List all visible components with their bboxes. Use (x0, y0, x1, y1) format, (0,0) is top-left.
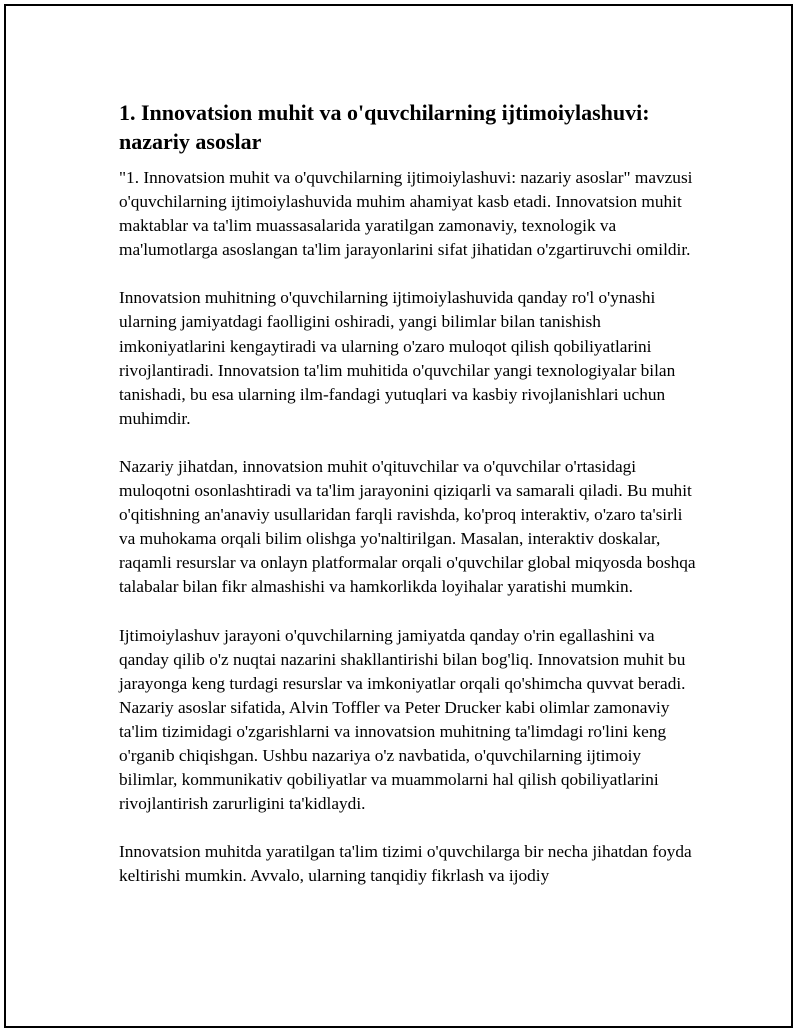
page-frame (4, 4, 793, 1028)
section-heading: 1. Innovatsion muhit va o'quvchilarning ijtimoiylashuvi: nazariy asoslar (119, 100, 650, 154)
paragraph: Innovatsion muhitning o'quvchilarning ijtimoiylashuvida qanday ro'l o'ynashi ularning jamiyatdagi faolligini oshiradi, yangi bilimlar bilan tanishish imkoniyatlarini kengaytiradi va ularning o'zaro muloqot qilish qobiliyatlarini rivojlantiradi. Innovatsion ta'lim muhitida o'quvchilar yangi texnologiyalar bilan tanishadi, bu esa ularning ilm-fandagi yutuqlari va kasbiy rivojlanishlari uchun muhimdir. (119, 288, 676, 428)
paragraph: "1. Innovatsion muhit va o'quvchilarning ijtimoiylashuvi: nazariy asoslar" mavzusi o'quvchilarning ijtimoiylashuvida muhim ahamiyat kasb etadi. Innovatsion muhit maktablar va ta'lim muassasalarida yaratilgan zamonaviy, texnologik va ma'lumotlarga asoslangan ta'lim jarayonlarini sifat jihatidan o'zgartiruvchi omildir. (119, 168, 693, 260)
paragraph: Nazariy jihatdan, innovatsion muhit o'qituvchilar va o'quvchilar o'rtasidagi muloqotni osonlashtiradi va ta'lim jarayonini qiziqarli va samarali qiladi. Bu muhit o'qitishning an'anaviy usullaridan farqli ravishda, ko'proq interaktiv, o'zaro ta'sirli va muhokama orqali bilim olishga yo'naltirilgan. Masalan, interaktiv doskalar, raqamli resurslar va onlayn platformalar orqali o'quvchilar global miqyosda boshqa talabalar bilan fikr almashishi va hamkorlikda loyihalar yaratishi mumkin. (119, 456, 696, 597)
paragraph: Ijtimoiylashuv jarayoni o'quvchilarning jamiyatda qanday o'rin egallashini va qanday qilib o'z nuqtai nazarini shakllantirishi bilan bog'liq. Innovatsion muhit bu jarayonga keng turdagi resurslar va imkoniyatlar orqali qo'shimcha quvvat beradi. Nazariy asoslar sifatida, Alvin Toffler va Peter Drucker kabi olimlar zamonaviy ta'lim tizimidagi o'zgarishlarni va innovatsion muhitning ta'limdagi ro'lini keng o'rganib chiqishgan. Ushbu nazariya o'z navbatida, o'quvchilarning ijtimoiy bilimlar, kommunikativ qobiliyatlar va muammolarni hal qilish qobiliyatlarini rivojlantirish zarurligini ta'kidlaydi. (119, 625, 686, 814)
paragraph: Innovatsion muhitda yaratilgan ta'lim tizimi o'quvchilarga bir necha jihatdan foyda keltirishi mumkin. Avvalo, ularning tanqidiy fikrlash va ijodiy (119, 842, 692, 886)
document-body (119, 98, 699, 912)
